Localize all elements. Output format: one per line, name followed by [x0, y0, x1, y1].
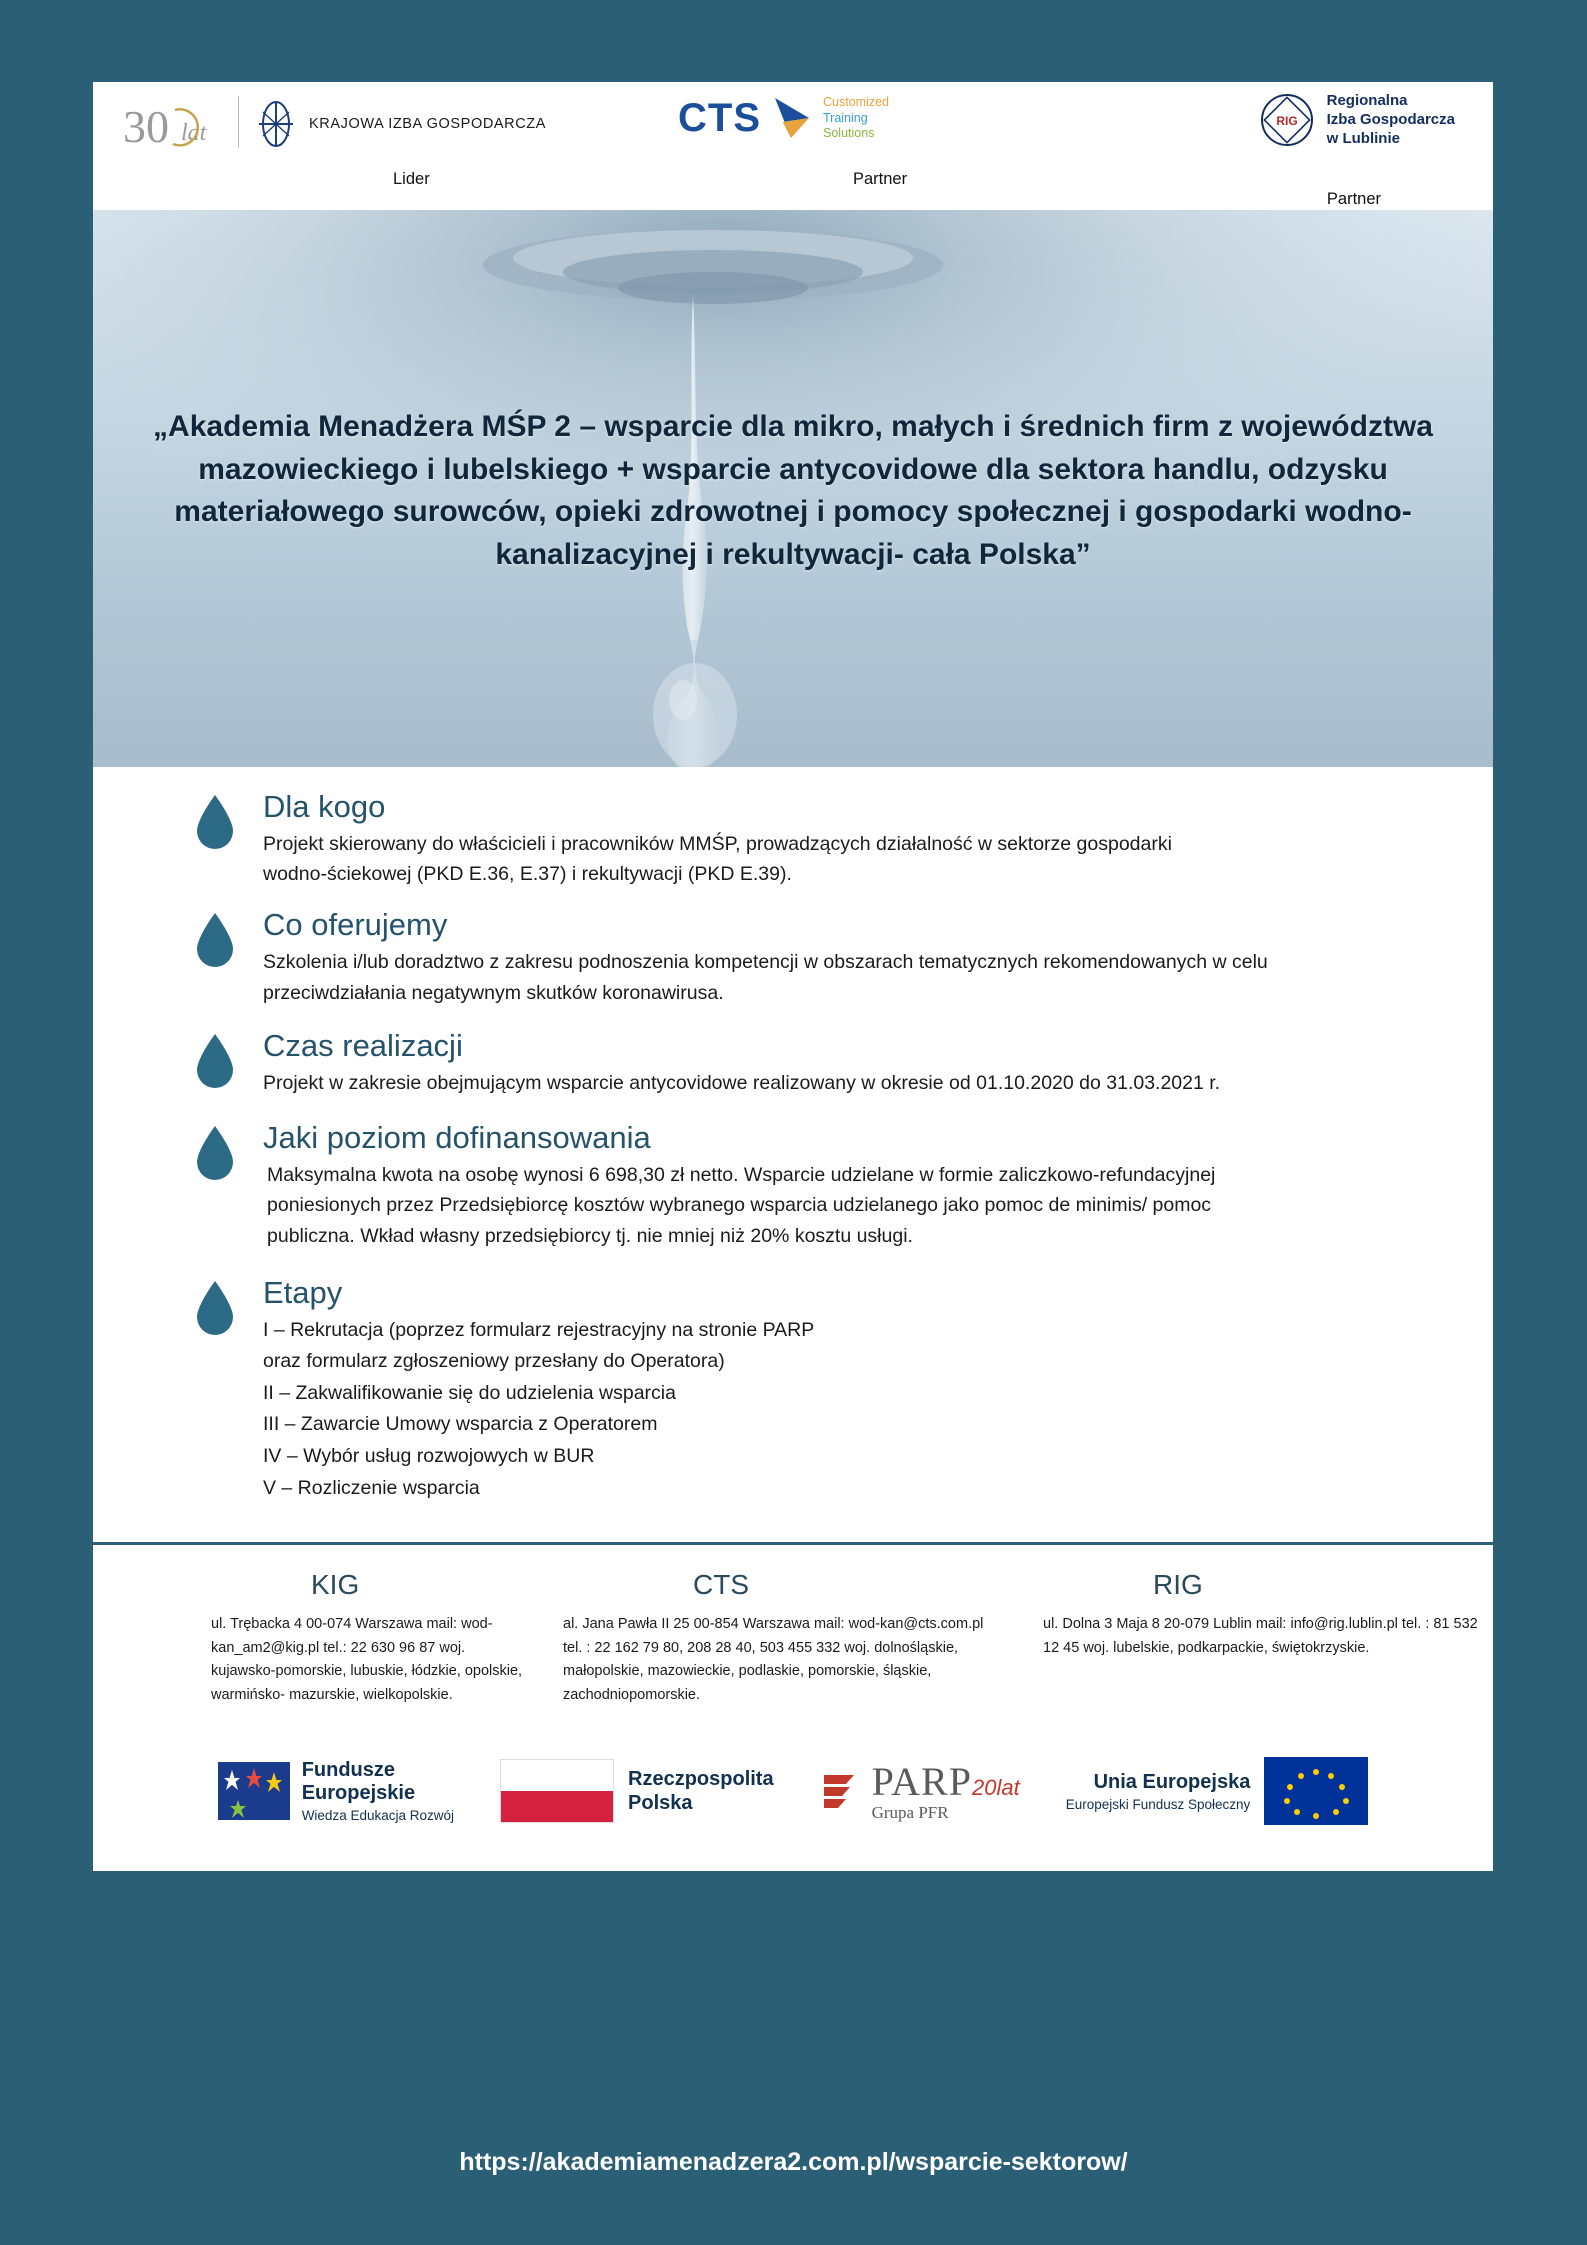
cts-tagline-line2: Training [823, 110, 868, 125]
role-label-partner-cts: Partner [853, 170, 908, 188]
contact-name-cts: CTS [693, 1569, 749, 1601]
poster-title-line2: z województwa mazowieckiego i lubelskiego + wsparcie antycovidowe dla sektora [198, 410, 1433, 486]
etapy-line5: IV – Wybór usług rozwojowych w BUR [263, 1445, 595, 1468]
rig-address-street: ul. Dolna 3 Maja 8 [1043, 1616, 1160, 1633]
cts-phone: tel. : 22 162 79 80, 208 28 40, 503 455 332 [563, 1639, 841, 1656]
header-divider [238, 96, 239, 148]
kig-address-city: 00-074 Warszawa [306, 1616, 423, 1633]
rig-regions-line1: woj. lubelskie, podkarpackie, świętokrzyskie. [1083, 1639, 1370, 1656]
parp-logo [820, 1758, 1020, 1822]
rp-line1: Rzeczpospolita [628, 1768, 774, 1791]
etapy-line3: II – Zakwalifikowanie się do udzielenia wsparcia [263, 1381, 676, 1404]
section-etapy [93, 1275, 1493, 1504]
cts-tagline-line3: Solutions [823, 126, 875, 141]
project-url[interactable]: https://akademiamenadzera2.com.pl/wsparcie-sektorow/ [459, 2148, 1128, 2176]
contact-details-rig [1043, 1613, 1493, 1660]
kig-30-years-logo [123, 98, 223, 154]
rzeczpospolita-polska-logo [500, 1759, 774, 1823]
hero-banner [93, 210, 1493, 767]
kig-logo-label: KRAJOWA IZBA GOSPODARCZA [309, 116, 547, 132]
kig-logo [253, 100, 546, 148]
kig-address-street: ul. Trębacka 4 [211, 1616, 303, 1633]
rig-label-line2: Izba Gospodarcza [1326, 110, 1455, 128]
rig-address-city: 20-079 Lublin [1163, 1616, 1252, 1633]
rig-label-line1: Regionalna [1326, 92, 1408, 109]
rp-label [628, 1767, 774, 1815]
cts-swoosh-icon [769, 92, 815, 145]
section-title-poziom-dofinansowania: Jaki poziom dofinansowania [263, 1120, 651, 1156]
poziom-line2: poniesionych przez Przedsiębiorcę kosztów wybranego wsparcia udzielanego jako pomoc de minimis/ pomoc [267, 1194, 1212, 1217]
parp-wordmark: PARP [871, 1758, 972, 1804]
contact-details-cts [563, 1613, 993, 1707]
svg-text:RIG: RIG [1275, 114, 1298, 129]
rig-label-line3: w Lublinie [1326, 129, 1400, 147]
section-body-etapy [263, 1315, 1433, 1504]
section-title-czas-realizacji: Czas realizacji [263, 1027, 463, 1063]
contact-name-kig: KIG [311, 1569, 360, 1601]
water-drop-icon [193, 911, 237, 969]
role-label-partner-rig: Partner [1326, 190, 1381, 208]
section-czas-realizacji [93, 1028, 1493, 1098]
contact-block-rig [993, 1569, 1493, 1707]
parp-anniversary: 20lat [971, 1774, 1020, 1800]
water-drop-icon [193, 1032, 237, 1090]
dla-kogo-line2: wodno-ściekowej (PKD E.36, E.37) i rekultywacji (PKD E.39). [263, 863, 792, 886]
kig-email[interactable]: mail: wod-kan_am2@kig.pl [211, 1616, 493, 1656]
unia-europejska-logo [1066, 1757, 1369, 1825]
kig-emblem-icon [253, 100, 299, 148]
cts-regions-line1: woj. dolnośląskie, małopolskie, mazowieckie, podlaskie, pomorskie, [563, 1639, 959, 1680]
dla-kogo-line1: Projekt skierowany do właścicieli i pracowników MMŚP, prowadzących działalność w sektorze gospodarki [263, 833, 1172, 855]
co-oferujemy-line1: Szkolenia i/lub doradztwo z zakresu podnoszenia kompetencji w obszarach tematycznych rekomendowanych w celu [263, 951, 1268, 974]
section-poziom-dofinansowania [93, 1120, 1493, 1251]
section-title-co-oferujemy: Co oferujemy [263, 907, 448, 943]
svg-text:30: 30 [123, 101, 169, 152]
kig-regions-line2: mazurskie, wielkopolskie. [289, 1686, 453, 1703]
czas-realizacji-line1: Projekt w zakresie obejmującym wsparcie antycovidowe realizowany w okresie od 01.10.2020 do 31.03.2021 r. [263, 1071, 1221, 1094]
poster-title-line4: i gospodarki wodno-kanalizacyjnej i rekultywacji- cała Polska” [495, 495, 1412, 571]
water-drop-icon [193, 793, 237, 851]
poster-content [93, 767, 1493, 1534]
etapy-line6: V – Rozliczenie wsparcia [263, 1476, 480, 1499]
water-drop-icon [193, 1124, 237, 1182]
parp-subtitle: Grupa PFR [871, 1802, 949, 1822]
cts-address-street: al. Jana Pawła II 25 [563, 1616, 690, 1633]
parp-mark-icon [820, 1769, 862, 1813]
ue-label [1066, 1770, 1251, 1813]
section-body-poziom-dofinansowania [263, 1160, 1433, 1251]
ue-subtitle: Europejski Fundusz Społeczny [1065, 1796, 1251, 1812]
cts-address-city: 00-854 Warszawa [693, 1616, 810, 1633]
rig-phone: tel. : 81 532 12 45 [1043, 1616, 1478, 1656]
polish-flag-icon [500, 1759, 614, 1823]
eu-flag-icon [1264, 1757, 1368, 1825]
partner-logo-bar [93, 82, 1493, 210]
poster-page [93, 82, 1493, 1871]
poziom-line1: Maksymalna kwota na osobę wynosi 6 698,30 zł netto. Wsparcie udzielane w formie zaliczkowo-refundacyjnej [267, 1164, 1216, 1187]
contact-details-kig [211, 1613, 523, 1707]
section-body-czas-realizacji [263, 1068, 1433, 1098]
cts-email[interactable]: mail: wod-kan@cts.com.pl [813, 1616, 984, 1633]
fe-subtitle: Wiedza Edukacja Rozwój [301, 1807, 455, 1823]
cts-regions-line2: śląskie, zachodniopomorskie. [563, 1663, 932, 1703]
fe-stars-icon [218, 1760, 290, 1822]
etapy-line1: I – Rekrutacja (poprzez formularz rejestracyjny na stronie PARP [263, 1318, 815, 1341]
fe-line1: Fundusze [301, 1758, 396, 1781]
poster-title-line1: „Akademia Menadżera MŚP 2 – wsparcie dla mikro, małych i średnich firm [153, 410, 1210, 443]
kig-regions-line1: woj. kujawsko-pomorskie, lubuskie, łódzkie, opolskie, warmińsko- [211, 1639, 523, 1703]
rig-logo [1259, 92, 1455, 148]
co-oferujemy-line2: przeciwdziałania negatywnym skutków koronawirusa. [263, 981, 724, 1004]
section-dla-kogo [93, 789, 1493, 889]
ue-line1: Unia Europejska [1093, 1770, 1251, 1793]
section-title-etapy: Etapy [263, 1274, 343, 1310]
etapy-line4: III – Zawarcie Umowy wsparcia z Operatorem [263, 1413, 658, 1436]
eu-funding-logo-strip [93, 1717, 1493, 1871]
svg-text:lat: lat [181, 120, 207, 146]
section-body-co-oferujemy [263, 947, 1433, 1007]
role-label-lider: Lider [393, 170, 430, 188]
cts-tagline-line1: Customized [823, 95, 889, 110]
contact-block-kig [93, 1569, 523, 1707]
contact-block-cts [523, 1569, 993, 1707]
poster-title [93, 406, 1493, 576]
rig-email[interactable]: mail: info@rig.lublin.pl [1255, 1616, 1398, 1633]
poster-title-line3: handlu, odzysku materiałowego surowców, opieki zdrowotnej i pomocy społecznej [174, 452, 1388, 529]
rig-emblem-icon [1259, 92, 1315, 148]
section-title-dla-kogo: Dla kogo [263, 789, 386, 824]
contact-name-rig: RIG [1153, 1569, 1203, 1601]
fe-line2: Europejskie [301, 1781, 416, 1804]
cts-logo [678, 92, 889, 145]
etapy-line2: oraz formularz zgłoszeniowy przesłany do Operatora) [263, 1350, 725, 1373]
section-co-oferujemy [93, 907, 1493, 1007]
fe-label [302, 1759, 454, 1824]
kig-phone: tel.: 22 630 96 87 [323, 1639, 436, 1656]
water-drop-icon [193, 1279, 237, 1337]
cts-wordmark: CTS [678, 96, 761, 140]
rp-line2: Polska [628, 1792, 693, 1815]
cts-tagline [823, 95, 889, 142]
fundusze-europejskie-logo [218, 1759, 454, 1824]
rig-logo-label [1327, 92, 1455, 148]
parp-label [871, 1758, 1020, 1822]
poziom-line3: publiczna. Wkład własny przedsiębiorcy tj. nie mniej niż 20% kosztu usługi. [267, 1224, 913, 1247]
contacts-row [93, 1545, 1493, 1717]
section-body-dla-kogo [263, 829, 1433, 889]
